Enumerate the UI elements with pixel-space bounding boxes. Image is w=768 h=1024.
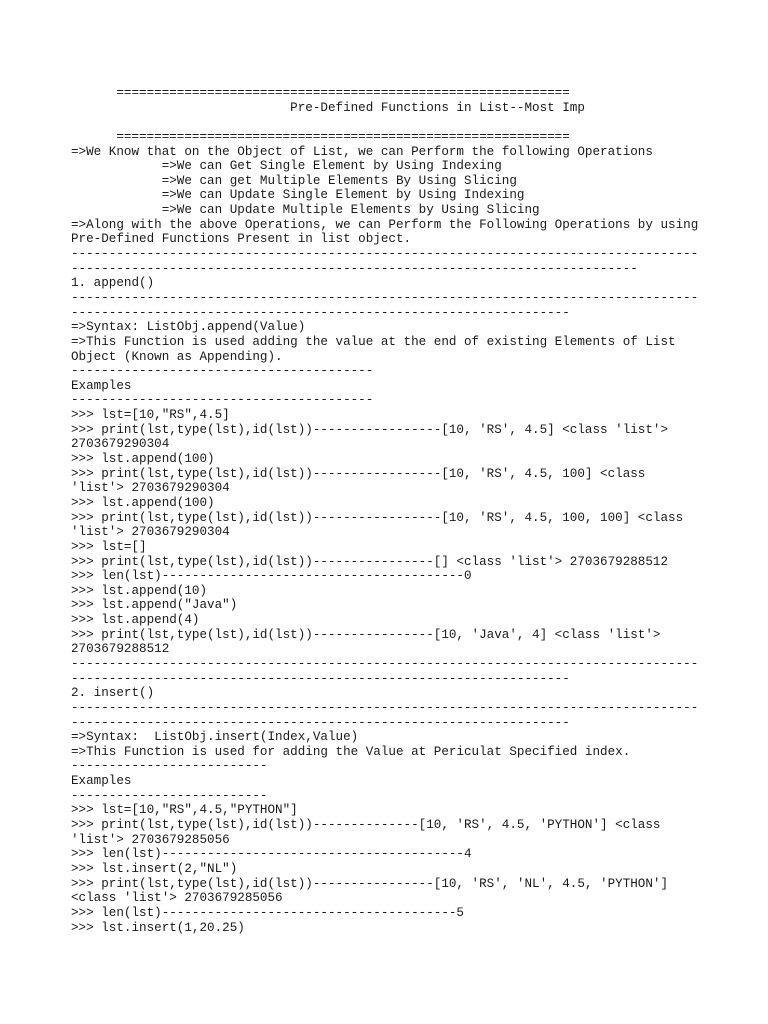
text-line: =>This Function is used adding the value at the end of existing Elements of List <box>71 334 676 349</box>
code-line: >>> lst.append(100) <box>71 452 215 467</box>
text-line: 2703679288512 <box>71 642 170 657</box>
text-line: =>This Function is used for adding the Value at Periculat Specified index. <box>71 744 631 759</box>
dashed-divider: ----------------------------------------------------------------------------------- <box>71 290 699 305</box>
equals-divider: ============================================================ <box>71 129 570 144</box>
code-line: >>> print(lst,type(lst),id(lst))----------------[] <class 'list'> 2703679288512 <box>71 554 669 569</box>
dashed-divider: ---------------------------------------- <box>71 393 374 408</box>
text-line: Examples <box>71 378 132 393</box>
text-line: =>We can Update Multiple Elements by Using Slicing <box>71 203 540 218</box>
dashed-divider: ----------------------------------------------------------------------------------- <box>71 247 699 262</box>
text-line: Examples <box>71 774 132 789</box>
document-body <box>71 86 711 935</box>
section-heading: 1. append() <box>71 276 155 291</box>
text-line: 2703679290304 <box>71 437 170 452</box>
code-line: >>> lst=[] <box>71 539 147 554</box>
dashed-divider: ------------------------------------------------------------------ <box>71 715 570 730</box>
code-line: >>> print(lst,type(lst),id(lst))-----------------[10, 'RS', 4.5] <class 'list'> <box>71 422 669 437</box>
text-line: Pre-Defined Functions in List--Most Imp <box>71 100 585 115</box>
code-line: >>> lst=[10,"RS",4.5] <box>71 408 230 423</box>
text-line: =>Syntax: ListObj.append(Value) <box>71 320 306 335</box>
text-line: 'list'> 2703679285056 <box>71 832 230 847</box>
code-line: >>> len(lst)---------------------------------------5 <box>71 905 464 920</box>
code-line: >>> lst.insert(1,20.25) <box>71 920 245 935</box>
code-line: >>> lst.insert(2,"NL") <box>71 861 238 876</box>
text-line: =>We can get Multiple Elements By Using Slicing <box>71 173 517 188</box>
code-line: >>> len(lst)----------------------------------------0 <box>71 569 472 584</box>
code-line: >>> lst.append("Java") <box>71 598 238 613</box>
dashed-divider: -------------------------- <box>71 759 268 774</box>
text-line: =>We can Update Single Element by Using Indexing <box>71 188 525 203</box>
code-line: >>> print(lst,type(lst),id(lst))----------------[10, 'RS', 'NL', 4.5, 'PYTHON'] <box>71 876 669 891</box>
code-line: >>> lst.append(100) <box>71 495 215 510</box>
code-line: >>> print(lst,type(lst),id(lst))----------------[10, 'Java', 4] <class 'list'> <box>71 627 661 642</box>
text-line: Object (Known as Appending). <box>71 349 283 364</box>
text-line: =>We Know that on the Object of List, we can Perform the following Operations <box>71 144 653 159</box>
text-line: 'list'> 2703679290304 <box>71 525 230 540</box>
section-heading: 2. insert() <box>71 686 155 701</box>
code-line: >>> print(lst,type(lst),id(lst))-----------------[10, 'RS', 4.5, 100] <class <box>71 466 646 481</box>
code-line: >>> print(lst,type(lst),id(lst))-----------------[10, 'RS', 4.5, 100, 100] <class <box>71 510 684 525</box>
text-line: =>We can Get Single Element by Using Indexing <box>71 159 502 174</box>
code-line: >>> len(lst)----------------------------------------4 <box>71 847 472 862</box>
code-line: >>> lst.append(10) <box>71 583 208 598</box>
dashed-divider: ----------------------------------------------------------------------------------- <box>71 656 699 671</box>
text-line: =>Along with the above Operations, we can Perform the Following Operations by using <box>71 217 699 232</box>
code-line: >>> lst=[10,"RS",4.5,"PYTHON"] <box>71 803 298 818</box>
dashed-divider: -------------------------- <box>71 788 268 803</box>
text-line: Pre-Defined Functions Present in list object. <box>71 232 412 247</box>
blank-line <box>71 115 711 130</box>
equals-divider: ============================================================ <box>71 86 570 100</box>
dashed-divider: --------------------------------------------------------------------------- <box>71 261 638 276</box>
text-line: =>Syntax: ListObj.insert(Index,Value) <box>71 730 359 745</box>
dashed-divider: ------------------------------------------------------------------ <box>71 305 570 320</box>
code-line: >>> print(lst,type(lst),id(lst))--------------[10, 'RS', 4.5, 'PYTHON'] <class <box>71 818 661 833</box>
dashed-divider: ---------------------------------------- <box>71 364 374 379</box>
text-line: 'list'> 2703679290304 <box>71 481 230 496</box>
text-line: <class 'list'> 2703679285056 <box>71 891 283 906</box>
code-line: >>> lst.append(4) <box>71 613 200 628</box>
dashed-divider: ------------------------------------------------------------------ <box>71 671 570 686</box>
dashed-divider: ----------------------------------------------------------------------------------- <box>71 700 699 715</box>
